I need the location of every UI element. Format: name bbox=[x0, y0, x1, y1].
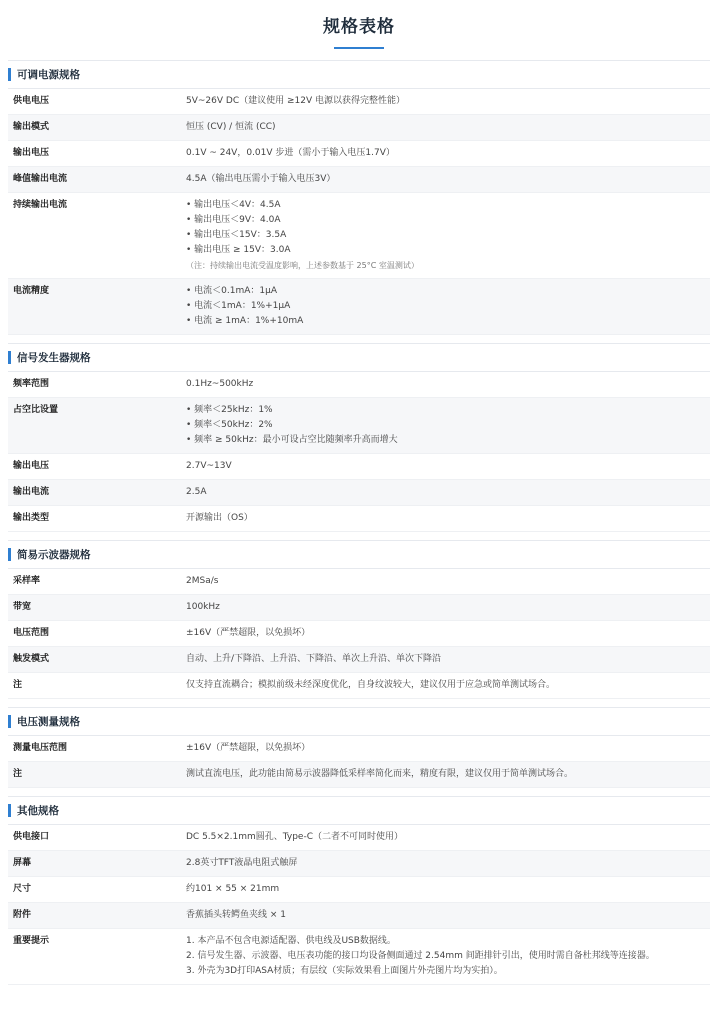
spec-key: 电流精度 bbox=[13, 286, 50, 296]
spec-value bbox=[180, 167, 710, 192]
spec-table bbox=[8, 735, 710, 788]
spec-table bbox=[8, 824, 710, 985]
section-header bbox=[8, 540, 710, 568]
spec-key: 屏幕 bbox=[13, 858, 32, 868]
spec-key: 峰值输出电流 bbox=[13, 174, 68, 184]
spec-row bbox=[8, 621, 710, 647]
spec-key: 附件 bbox=[13, 910, 32, 920]
spec-value-line: 2.8英寸TFT液晶电阻式触屏 bbox=[186, 858, 298, 868]
spec-row bbox=[8, 673, 710, 699]
spec-value-line: 5V~26V DC（建议使用 ≥12V 电源以获得完整性能） bbox=[186, 96, 405, 106]
spec-value-line: 2.7V~13V bbox=[186, 461, 232, 471]
spec-value bbox=[180, 647, 710, 672]
spec-row bbox=[8, 736, 710, 762]
spec-value-line: 2MSa/s bbox=[186, 576, 219, 586]
section-header bbox=[8, 707, 710, 735]
spec-key: 注 bbox=[13, 680, 23, 690]
spec-value bbox=[180, 621, 710, 646]
spec-value bbox=[180, 279, 710, 334]
spec-note: （注：持续输出电流受温度影响，上述参数基于 25°C 室温测试） bbox=[186, 261, 419, 270]
spec-row bbox=[8, 595, 710, 621]
section-accent-bar bbox=[8, 804, 11, 817]
section-title: 简易示波器规格 bbox=[17, 549, 91, 561]
spec-key: 触发模式 bbox=[13, 654, 50, 664]
spec-key: 持续输出电流 bbox=[13, 200, 68, 210]
spec-key: 带宽 bbox=[13, 602, 32, 612]
section-header bbox=[8, 343, 710, 371]
spec-row bbox=[8, 506, 710, 532]
spec-sections bbox=[8, 60, 710, 985]
spec-value bbox=[180, 595, 710, 620]
spec-value-line: ±16V（严禁超限，以免损坏） bbox=[186, 743, 311, 753]
section-title: 其他规格 bbox=[17, 805, 59, 817]
spec-value-line: 恒压 (CV) / 恒流 (CC) bbox=[186, 122, 276, 132]
spec-value bbox=[180, 673, 710, 698]
spec-value bbox=[180, 398, 710, 453]
spec-row bbox=[8, 89, 710, 115]
spec-key: 电压范围 bbox=[13, 628, 50, 638]
spec-value bbox=[180, 762, 710, 787]
title-underline bbox=[334, 47, 384, 49]
spec-key: 供电电压 bbox=[13, 96, 50, 106]
spec-value-line: • 频率 ≥ 50kHz：最小可设占空比随频率升高而增大 bbox=[186, 435, 398, 445]
page-title: 规格表格 bbox=[323, 17, 395, 37]
spec-value-line: • 输出电压＜9V：4.0A bbox=[186, 215, 281, 225]
section-accent-bar bbox=[8, 68, 11, 81]
spec-row bbox=[8, 762, 710, 788]
spec-value bbox=[180, 903, 710, 928]
spec-value bbox=[180, 877, 710, 902]
spec-value-line: • 输出电压 ≥ 15V：3.0A bbox=[186, 245, 291, 255]
spec-row bbox=[8, 851, 710, 877]
spec-row bbox=[8, 825, 710, 851]
spec-value-line: 2. 信号发生器、示波器、电压表功能的接口均设备侧面通过 2.54mm 间距排针引出，使用时需自备杜邦线等连接器。 bbox=[186, 951, 655, 961]
spec-key: 输出类型 bbox=[13, 513, 50, 523]
spec-value-line: ±16V（严禁超限，以免损坏） bbox=[186, 628, 311, 638]
spec-value-line: • 输出电压＜4V：4.5A bbox=[186, 200, 281, 210]
spec-value-line: 2.5A bbox=[186, 487, 207, 497]
spec-value-line: • 电流 ≥ 1mA：1%+10mA bbox=[186, 316, 304, 326]
spec-value-line: 1. 本产品不包含电源适配器、供电线及USB数据线。 bbox=[186, 936, 396, 946]
spec-value bbox=[180, 851, 710, 876]
spec-row bbox=[8, 454, 710, 480]
spec-row bbox=[8, 929, 710, 985]
spec-value-line: 自动、上升/下降沿、上升沿、下降沿、单次上升沿、单次下降沿 bbox=[186, 654, 442, 664]
spec-value-line: 0.1V ~ 24V，0.01V 步进（需小于输入电压1.7V） bbox=[186, 148, 395, 158]
spec-row bbox=[8, 115, 710, 141]
spec-key: 频率范围 bbox=[13, 379, 50, 389]
spec-row bbox=[8, 647, 710, 673]
spec-row bbox=[8, 279, 710, 335]
spec-table bbox=[8, 88, 710, 335]
spec-value-line: 0.1Hz~500kHz bbox=[186, 379, 254, 389]
section-header bbox=[8, 796, 710, 824]
spec-key: 输出电压 bbox=[13, 148, 50, 158]
spec-value-line: 100kHz bbox=[186, 602, 220, 612]
spec-value-line: 仅支持直流耦合；模拟前级未经深度优化，自身纹波较大，建议仅用于应急或简单测试场合。 bbox=[186, 680, 556, 690]
spec-key: 测量电压范围 bbox=[13, 743, 68, 753]
spec-row bbox=[8, 877, 710, 903]
spec-value-line: 4.5A（输出电压需小于输入电压3V） bbox=[186, 174, 336, 184]
spec-value-line: • 频率＜50kHz：2% bbox=[186, 420, 273, 430]
spec-key: 重要提示 bbox=[13, 936, 50, 946]
spec-key: 注 bbox=[13, 769, 23, 779]
spec-value-line: DC 5.5×2.1mm圆孔、Type-C（二者不可同时使用） bbox=[186, 832, 403, 842]
spec-value-line: • 输出电压＜15V：3.5A bbox=[186, 230, 287, 240]
section-title: 信号发生器规格 bbox=[17, 352, 91, 364]
spec-row bbox=[8, 167, 710, 193]
spec-value bbox=[180, 115, 710, 140]
spec-row bbox=[8, 480, 710, 506]
spec-value bbox=[180, 193, 710, 278]
spec-key: 采样率 bbox=[13, 576, 41, 586]
spec-key: 输出电流 bbox=[13, 487, 50, 497]
spec-table bbox=[8, 371, 710, 532]
spec-value bbox=[180, 480, 710, 505]
spec-value bbox=[180, 569, 710, 594]
section-accent-bar bbox=[8, 715, 11, 728]
title-block bbox=[8, 0, 710, 52]
spec-key: 输出电压 bbox=[13, 461, 50, 471]
section-title: 可调电源规格 bbox=[17, 69, 80, 81]
spec-value bbox=[180, 372, 710, 397]
spec-value bbox=[180, 825, 710, 850]
spec-value bbox=[180, 89, 710, 114]
section-accent-bar bbox=[8, 548, 11, 561]
spec-value bbox=[180, 506, 710, 531]
spec-value-line: 3. 外壳为3D打印ASA材质；有层纹（实际效果看上面图片外壳图片均为实拍）。 bbox=[186, 966, 503, 976]
spec-row bbox=[8, 569, 710, 595]
spec-value-line: 测试直流电压，此功能由简易示波器降低采样率简化而来，精度有限，建议仅用于简单测试场合。 bbox=[186, 769, 574, 779]
spec-key: 供电接口 bbox=[13, 832, 50, 842]
spec-value bbox=[180, 929, 710, 984]
spec-value bbox=[180, 736, 710, 761]
spec-value bbox=[180, 454, 710, 479]
spec-row bbox=[8, 398, 710, 454]
spec-row bbox=[8, 372, 710, 398]
spec-row bbox=[8, 141, 710, 167]
spec-value-line: • 电流＜1mA：1%+1μA bbox=[186, 301, 291, 311]
spec-table bbox=[8, 568, 710, 699]
spec-key: 尺寸 bbox=[13, 884, 32, 894]
spec-value-line: 开源输出（OS） bbox=[186, 513, 253, 523]
section-accent-bar bbox=[8, 351, 11, 364]
spec-value-line: • 电流＜0.1mA：1μA bbox=[186, 286, 278, 296]
spec-value-line: • 频率＜25kHz：1% bbox=[186, 405, 273, 415]
section-header bbox=[8, 60, 710, 88]
spec-row bbox=[8, 193, 710, 279]
spec-row bbox=[8, 903, 710, 929]
spec-value bbox=[180, 141, 710, 166]
spec-key: 占空比设置 bbox=[13, 405, 59, 415]
spec-key: 输出模式 bbox=[13, 122, 50, 132]
spec-value-line: 香蕉插头转鳄鱼夹线 × 1 bbox=[186, 910, 286, 920]
section-title: 电压测量规格 bbox=[17, 716, 80, 728]
spec-value-line: 约101 × 55 × 21mm bbox=[186, 884, 280, 894]
